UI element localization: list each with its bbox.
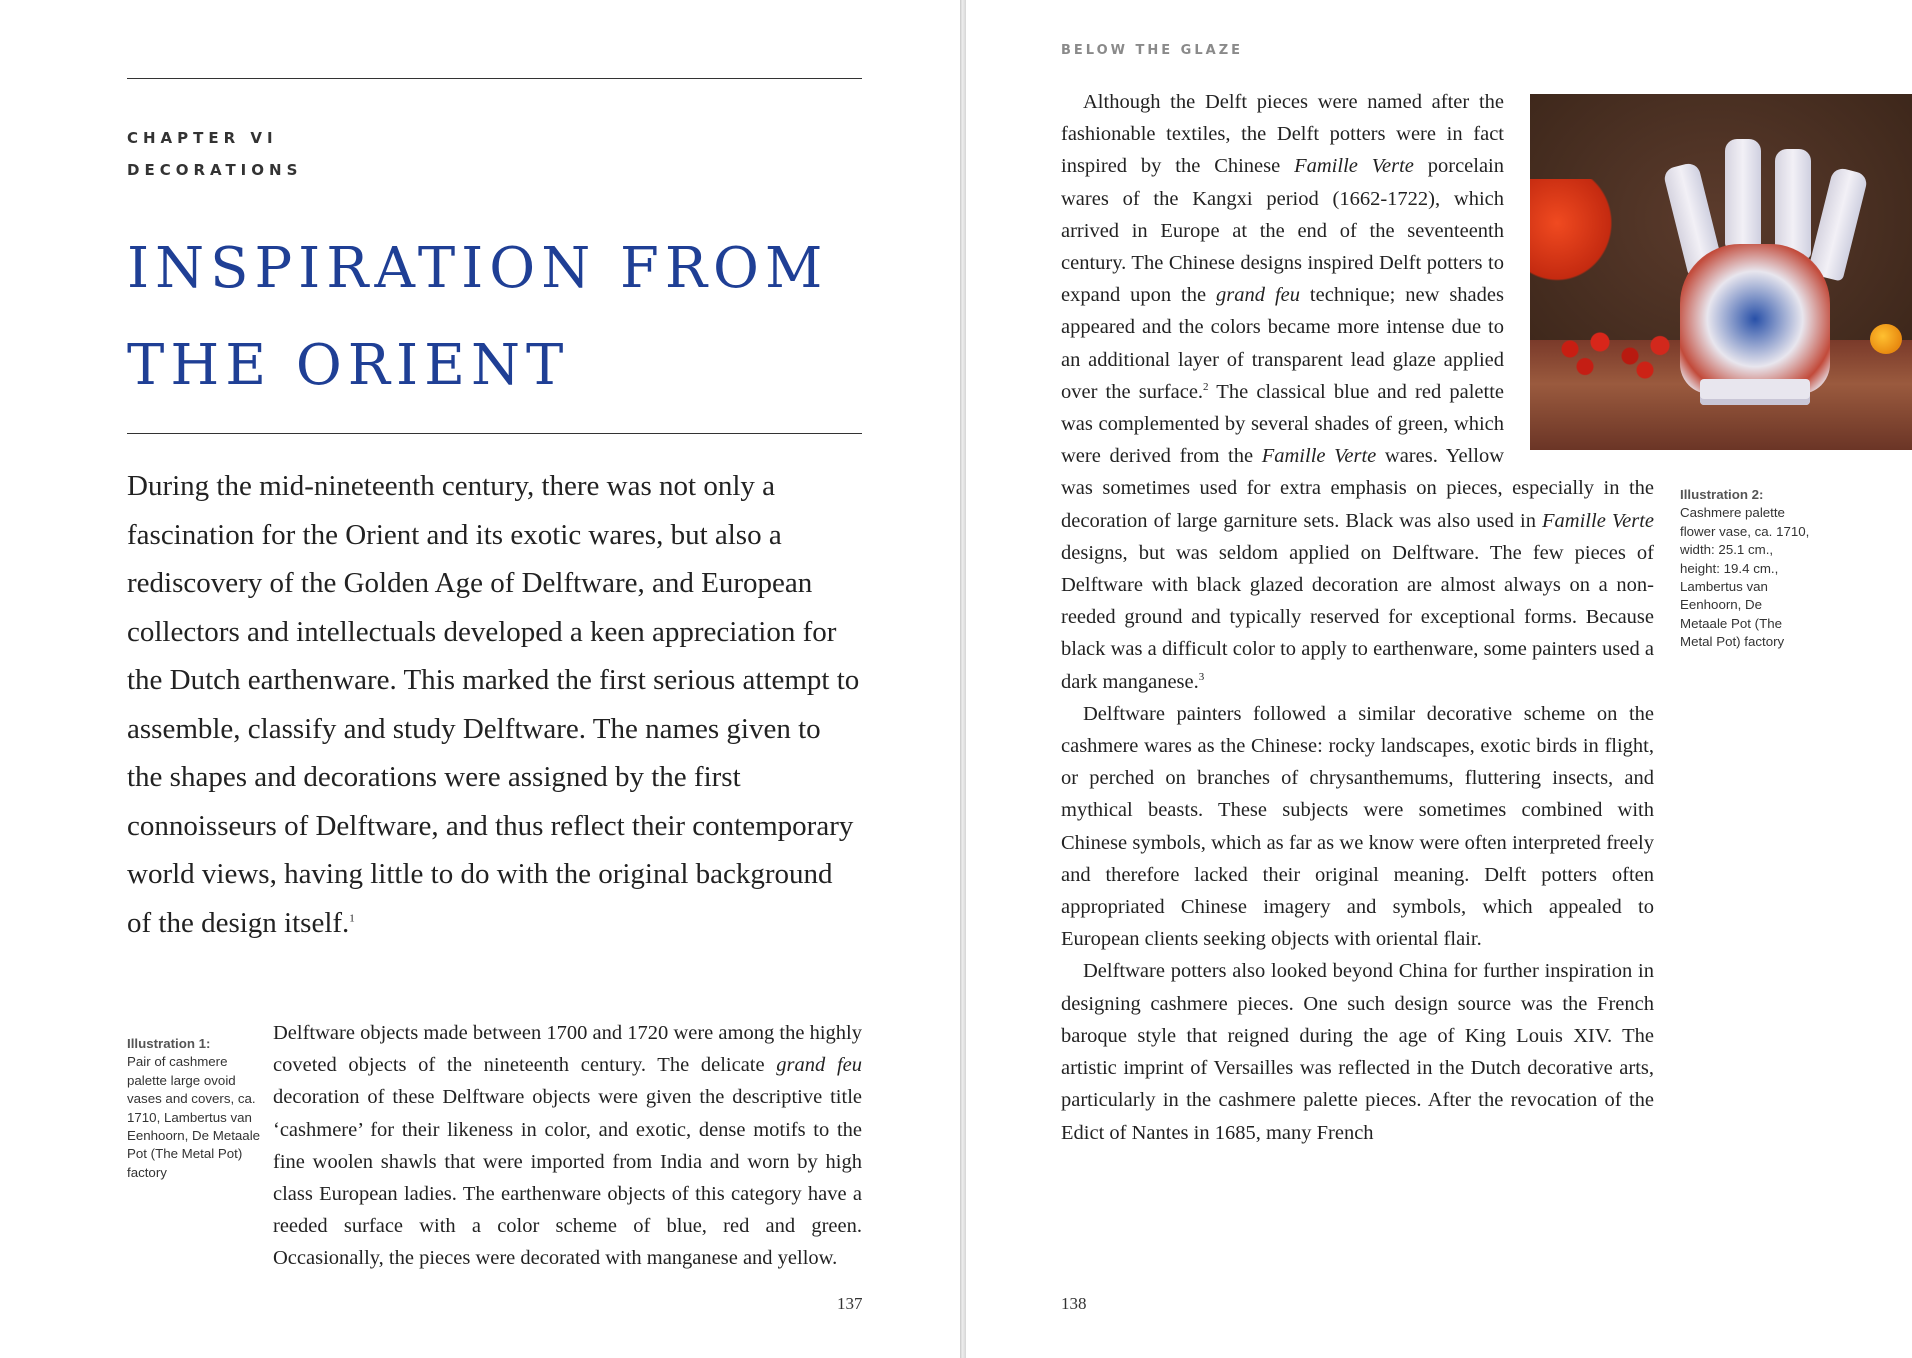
caption-label: Illustration 2:	[1680, 487, 1764, 502]
right-page	[966, 0, 1912, 1358]
right-body-text: Although the Delft pieces were named after the fashionable textiles, the Delft potters were in fact inspired by the Chinese Famille Verte porcelain wares of the Kangxi period (1662-1722), which arrived in Europe at the end of the seventeenth century. The Chinese designs inspired Delft potters to expand upon the grand feu technique; new shades appeared and the colors became more intense due to an additional layer of transparent lead glaze applied over the surface.$^2$ The classical blue and red palette was complemented by several shades of green, which were derived from the Famille Verte wares. Yellow was sometimes used for extra emphasis on pieces, especially in the decoration of large garniture sets. Black was also used in Famille Verte designs, but was seldom applied on Delftware. The few pieces of Delftware with black glazed decoration are almost always on a non-reeded ground and typically reserved for exceptional forms. Because black was a difficult color to apply to earthenware, some painters used a dark manganese.$^3$ Delftware painters followed a similar decorative scheme on the cashmere wares as the Chinese: rocky landscapes, exotic birds in flight, or perched on branches of chrysanthemums, fluttering insects, and mythical beasts. These subjects were sometimes combined with Chinese symbols, which as far as we know were often interpreted freely and therefore lacked their original meaning. Delft potters often appropriated Chinese imagery and symbols, which appealed to European clients seeking objects with oriental flair. Delftware potters also looked beyond China for further inspiration in designing cashmere pieces. One such design source was the French baroque style that reigned during the age of King Louis XIV. The artistic imprint of Versailles was reflected in the Dutch decorative arts, particularly in the cashmere palette pieces. After the revocation of the Edict of Nantes in 1685, many French	[1061, 86, 1654, 1149]
title-line-1: INSPIRATION FROM	[127, 236, 829, 301]
footnote-ref: 1	[349, 911, 355, 924]
caption-label: Illustration 1:	[127, 1036, 211, 1051]
section-label: DECORATIONS	[127, 161, 303, 179]
paragraph-2: Delftware painters followed a similar decorative scheme on the cashmere wares as the Chinese: rocky landscapes, exotic birds in flight, or perched on branches of chrysanthemums, fluttering insects, and mythical beasts. These subjects were sometimes combined with Chinese symbols, which as far as we know were often interpreted freely and therefore lacked their original meaning. Delft potters often appropriated Chinese imagery and symbols, which appealed to European clients seeking objects with oriental flair.	[1061, 702, 1654, 951]
page-number: 138	[1061, 1294, 1087, 1313]
running-head: BELOW THE GLAZE	[1061, 43, 1244, 58]
illustration-2-caption	[1680, 486, 1810, 652]
vase-photo-icon	[1530, 94, 1912, 450]
left-body-text: Delftware objects made between 1700 and 1720 were among the highly coveted objects of the nineteenth century. The delicate grand feu decoration of these Delftware objects were given the descriptive title ‘cashmere’ for their likeness in color, and exotic, dense motifs to the fine woolen shawls that were imported from India and worn by high class European ladies. The earthenware objects of this category have a reeded surface with a color scheme of blue, red and green. Occasionally, the pieces were decorated with manganese and yellow.	[273, 1022, 863, 1270]
illustration-1-caption	[127, 1035, 262, 1182]
title-bottom-rule	[127, 433, 862, 434]
chapter-title	[127, 220, 867, 414]
intro-paragraph: During the mid-nineteenth century, there was not only a fascination for the Orient and its exotic wares, but also a rediscovery of the Golden Age of Delftware, and European collectors and intellectuals developed a keen appreciation for the Dutch earthenware. This marked the first serious attempt to assemble, classify and study Delftware. The names given to the shapes and decorations were assigned by the first connoisseurs of Delftware, and thus reflect their contemporary world views, having little to do with the original background of the design itself.$^1$	[127, 470, 860, 939]
page-number: 137	[837, 1294, 863, 1313]
top-rule	[127, 78, 862, 79]
caption-text: Pair of cashmere palette large ovoid vases and covers, ca. 1710, Lambertus van Eenhoorn, De Metaale Pot (The Metal Pot) factory	[127, 1054, 261, 1180]
paragraph-3: Delftware potters also looked beyond China for further inspiration in designing cashmere pieces. One such design source was the French baroque style that reigned during the age of King Louis XIV. The artistic imprint of Versailles was reflected in the Dutch decorative arts, particularly in the cashmere palette pieces. After the revocation of the Edict of Nantes in 1685, many French	[1061, 960, 1654, 1144]
chapter-label: CHAPTER VI	[127, 129, 278, 147]
title-line-2: THE ORIENT	[127, 333, 570, 398]
caption-text: Cashmere palette flower vase, ca. 1710, width: 25.1 cm., height: 19.4 cm., Lambertus van Eenhoorn, De Metaale Pot (The Metal Pot) factory	[1680, 505, 1810, 650]
